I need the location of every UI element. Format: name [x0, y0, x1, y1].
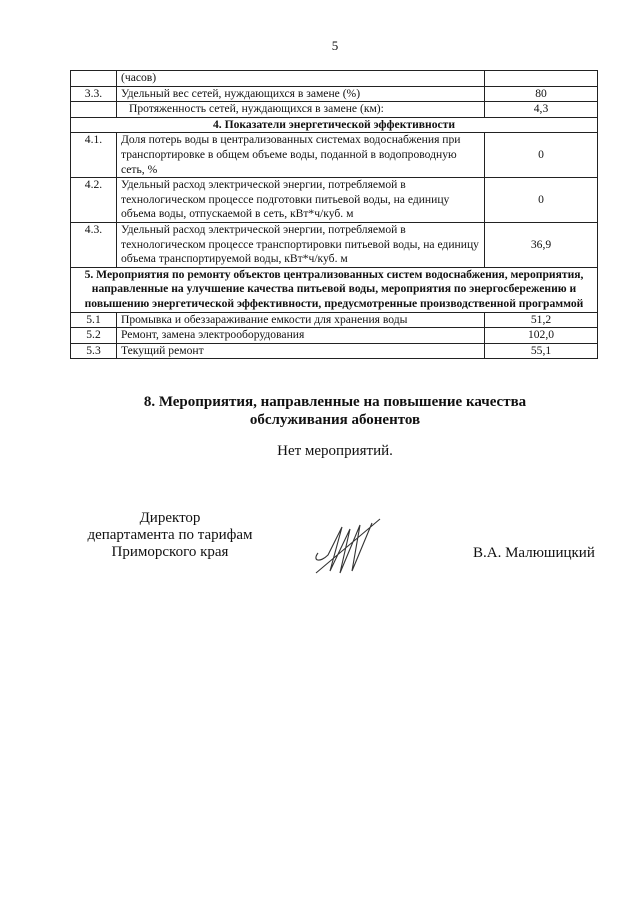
table-row: [71, 178, 598, 223]
row-number: 5.3: [71, 343, 117, 359]
table-row: [71, 222, 598, 267]
row-value: 4,3: [485, 102, 598, 118]
row-value: 80: [485, 86, 598, 102]
signatory-name: В.А. Малюшицкий: [473, 545, 595, 561]
table-row: [71, 102, 598, 118]
row-value: 55,1: [485, 343, 598, 359]
row-description: Удельный вес сетей, нуждающихся в замене (%): [117, 86, 485, 102]
section-8-heading-line1: 8. Мероприятия, направленные на повышение качества: [143, 394, 527, 410]
row-description: Доля потерь воды в централизованных системах водоснабжения при транспортировке в общем объеме воды, поданной в водопроводную сеть, %: [117, 133, 485, 178]
page-number: 5: [331, 38, 339, 53]
signatory-position: [70, 510, 270, 561]
row-number: [71, 71, 117, 87]
row-number: 5.2: [71, 328, 117, 344]
row-description: Удельный расход электрической энергии, потребляемой в технологическом процессе транспортировки питьевой воды, на единицу объема транспортируемой воды, кВт*ч/куб. м: [117, 222, 485, 267]
table-row: [71, 312, 598, 328]
row-value: 51,2: [485, 312, 598, 328]
row-number: 4.3.: [71, 222, 117, 267]
row-number: 4.1.: [71, 133, 117, 178]
row-value: 102,0: [485, 328, 598, 344]
row-description: Удельный расход электрической энергии, потребляемой в технологическом процессе подготовки питьевой воды, на единицу объема воды, отпускаемой в сеть, кВт*ч/куб. м: [117, 178, 485, 223]
row-number: 4.2.: [71, 178, 117, 223]
indicators-table: [70, 70, 598, 359]
row-number: 5.1: [71, 312, 117, 328]
table-row: [71, 71, 598, 87]
section-header-row: [71, 117, 598, 133]
row-description: Текущий ремонт: [117, 343, 485, 359]
table-row: [71, 86, 598, 102]
section-5-heading: 5. Мероприятия по ремонту объектов централизованных систем водоснабжения, мероприятия, направленные на улучшение качества питьевой воды, мероприятия по энергосбережению и повышению энергетической эффективности, предусмотренные производственной программой: [71, 267, 598, 312]
section-header-row: [71, 267, 598, 312]
row-value: 36,9: [485, 222, 598, 267]
table-row: [71, 343, 598, 359]
row-description: Ремонт, замена электрооборудования: [117, 328, 485, 344]
row-number: [71, 102, 117, 118]
position-line: Приморского края: [111, 544, 229, 560]
table-row: [71, 133, 598, 178]
position-line: департамента по тарифам: [87, 527, 253, 543]
position-line: Директор: [139, 510, 201, 526]
handwritten-signature-icon: [310, 515, 390, 580]
section-8-heading: [0, 393, 640, 429]
row-value: 0: [485, 178, 598, 223]
row-value: [485, 71, 598, 87]
row-value: 0: [485, 133, 598, 178]
row-description: (часов): [117, 71, 485, 87]
table-row: [71, 328, 598, 344]
row-description: Промывка и обеззараживание емкости для хранения воды: [117, 312, 485, 328]
row-number: 3.3.: [71, 86, 117, 102]
section-8-text: Нет мероприятий.: [277, 443, 393, 459]
section-4-heading: 4. Показатели энергетической эффективности: [71, 117, 598, 133]
section-8-heading-line2: обслуживания абонентов: [249, 412, 421, 428]
row-description: Протяженность сетей, нуждающихся в замене (км):: [117, 102, 485, 118]
